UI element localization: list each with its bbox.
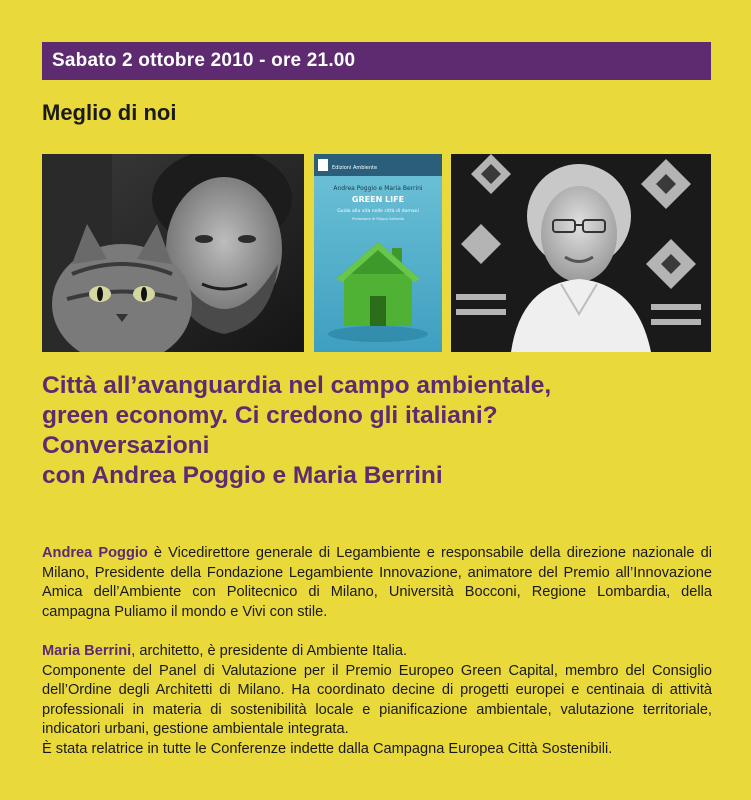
headline-line: Conversazioni — [42, 432, 210, 459]
bio-text-berrini: Componente del Panel di Valutazione per il Premio Europeo Green Capital, membro del Consiglio dell’Ordine degli Architetti di Milano. Ha coordinato decine di progetti europei e centinaia di attività professionali in materia di sostenibilità locale e pianificazione ambientale, valutazione territoriale, indicatori urbani, gestione ambientale integrata. — [42, 662, 712, 738]
event-title: Meglio di noi — [42, 100, 177, 125]
photo-strip — [42, 154, 711, 352]
photo-andrea-poggio — [42, 154, 304, 352]
bio-name-poggio: Andrea Poggio — [42, 545, 148, 561]
bio-name-berrini: Maria Berrini — [42, 643, 132, 659]
event-date-time: Sabato 2 ottobre 2010 - ore 21.00 — [52, 50, 356, 71]
bio-closing-berrini: È stata relatrice in tutte le Conferenze indette dalla Campagna Europea Città Sostenibili. — [42, 740, 613, 757]
bio-intro-berrini: , architetto, è presidente di Ambiente Italia. — [131, 643, 408, 659]
bio-maria-berrini — [42, 642, 712, 760]
book-authors: Andrea Poggio e Maria Berrini — [333, 185, 423, 192]
headline-line: con Andrea Poggio e Maria Berrini — [42, 462, 443, 489]
book-cover-green-life — [314, 154, 442, 352]
headline — [42, 371, 732, 491]
book-subtitle: Guida alla vita nelle città di domani — [337, 209, 419, 214]
book-preface: Prefazione di Filippo Solibello — [351, 217, 405, 221]
date-banner — [42, 42, 711, 80]
bio-andrea-poggio — [42, 544, 712, 622]
book-publisher: Edizioni Ambiente — [332, 165, 378, 171]
book-title: GREEN LIFE — [351, 195, 405, 204]
headline-line: green economy. Ci credono gli italiani? — [42, 402, 498, 429]
headline-line: Città all’avanguardia nel campo ambientale, — [42, 372, 552, 399]
bio-text-poggio: è Vicedirettore generale di Legambiente e responsabile della direzione nazionale di Milano, Presidente della Fondazione Legambiente Innovazione, animatore del Premio all’Innovazione Amica dell’Ambiente con Politecnico di Milano, Università Bocconi, Regione Lombardia, della campagna Puliamo il mondo e Vivi con stile. — [42, 545, 713, 620]
photo-maria-berrini — [451, 154, 711, 352]
